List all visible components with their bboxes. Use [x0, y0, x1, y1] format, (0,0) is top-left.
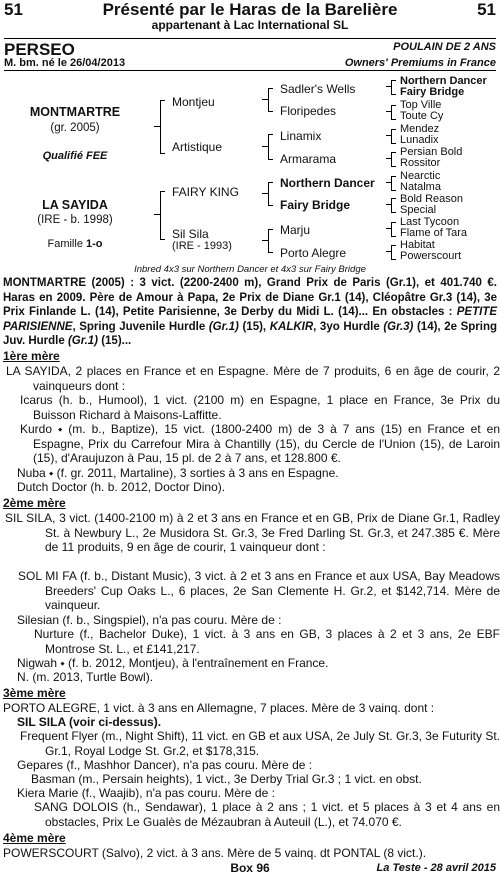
- owner-subtitle: appartenant à Lac International SL: [151, 18, 349, 32]
- box-number: Box 96: [230, 861, 270, 875]
- g4-northern-dancer: Northern Dancer: [400, 75, 487, 87]
- g4-mendez: Mendez: [400, 123, 440, 135]
- g4-powerscourt: Powerscourt: [400, 250, 462, 262]
- produce-kiera-marie: Kiera Marie (f., Waajib), n'a pas couru. Mère de :: [17, 786, 275, 800]
- produce-n-2013: N. (m. 2013, Turtle Bowl).: [17, 670, 154, 684]
- g4-top-ville: Top Ville: [400, 99, 442, 111]
- g4-persian-bold: Persian Bold: [400, 146, 463, 158]
- owners-premiums: Owners' Premiums in France: [344, 57, 496, 69]
- third-dam-porto-alegre: PORTO ALEGRE, 1 vict. à 3 ans en Allemagne, 7 places. Mère de 3 vainq. dont :: [3, 701, 435, 715]
- produce-frequent-flyer: Frequent Flyer (m., Night Shift), 11 vict. en GB et aux USA, 2e July St. Gr.3, 3e Futurity St. Gr.1, Royal Lodge St. Gr.2, et $178,315.: [20, 729, 500, 758]
- g3-armarama: Armarama: [280, 152, 337, 166]
- g4-natalma: Natalma: [400, 181, 441, 193]
- section-second-dam: 2ème mère: [3, 496, 66, 510]
- birth-info: M. bm. né le 26/04/2013: [4, 57, 126, 69]
- horse-name: PERSEO: [4, 40, 75, 59]
- g3-sadlers-wells: Sadler's Wells: [280, 82, 356, 96]
- produce-sang-dolois: SANG DOLOIS (h., Sendawar), 1 place à 2 ans ; 1 vict. et 5 places à 3 et 4 ans en obstacles, Prix Le Gualès de Mézaubran à Auteuil (L.), et 74.070 €.: [34, 800, 500, 829]
- sire-note: Qualifié FEE: [42, 150, 108, 162]
- produce-nuba: Nuba ⬩ (f. gr. 2011, Martaline), 3 sorties à 3 ans en Espagne.: [17, 466, 339, 480]
- g4-special: Special: [400, 204, 437, 216]
- produce-nigwah: Nigwah ⬩ (f. b. 2012, Montjeu), à l'entraînement en France.: [17, 656, 329, 670]
- section-first-dam: 1ère mère: [3, 349, 60, 363]
- g4-toute-cy: Toute Cy: [400, 110, 444, 122]
- dam-info: (IRE - b. 1998): [37, 214, 113, 226]
- g4-nearctic: Nearctic: [400, 170, 441, 182]
- g4-fairy-bridge: Fairy Bridge: [400, 86, 465, 98]
- second-dam-sil-sila: SIL SILA, 3 vict. (1400-2100 m) à 2 et 3 ans en France et en GB, Prix de Diane Gr.1, Radley St. à Newbury L., 2e Musidora St. Gr.3, 3e Fred Darling St. Gr.3, et 247.385 €. Mère de 11 produits, 9 en âge de courir, 1 vainqueur dont :: [5, 511, 500, 554]
- presenter-title: Présenté par le Haras de la Barelière: [102, 0, 398, 19]
- produce-sil-sila-ref: SIL SILA (voir ci-dessus).: [17, 715, 162, 729]
- g3-floripedes: Floripedes: [280, 104, 337, 118]
- g4-habitat: Habitat: [400, 239, 435, 251]
- lot-number-left: 51: [4, 0, 23, 19]
- g3-fairy-bridge: Fairy Bridge: [280, 198, 351, 212]
- inbreeding-note: Inbred 4x3 sur Northern Dancer et 4x3 sur Fairy Bridge: [134, 264, 366, 275]
- sire-record: MONTMARTRE (2005) : 3 vict. (2200-2400 m), Grand Prix de Paris (Gr.1), et 401.740 €. Haras en 2009. Père de Amour à Papa, 2e Prix de Diane Gr.1 (14), Cléopâtre Gr.3 (14), 3e Prix Finlande L. (14), Petite Parisienne, 3e Derby du Midi L. (14)... En obstacles : PETITE PARISIENNE, Spring Juvenile Hurdle (Gr.1) (15), KALKIR, 3yo Hurdle (Gr.3) (14), 2e Spring Juv. Hurdle (Gr.1) (15)...: [3, 277, 497, 347]
- sire-name: MONTMARTRE: [29, 105, 121, 119]
- produce-dutch-doctor: Dutch Doctor (h. b. 2012, Doctor Dino).: [17, 480, 226, 494]
- g4-flame-of-tara: Flame of Tara: [400, 227, 468, 239]
- sire-info: (gr. 2005): [50, 122, 100, 134]
- g2-sil-sila: Sil Sila: [172, 227, 209, 241]
- section-fourth-dam: 4ème mère: [3, 831, 66, 845]
- sale-date: La Teste - 28 avril 2015: [376, 862, 496, 874]
- g3-marju: Marju: [280, 223, 311, 237]
- g2-sil-sila-info: (IRE - 1993): [172, 240, 232, 252]
- fourth-dam-powerscourt: POWERSCOURT (Salvo), 2 vict. à 3 ans. Mère de 5 vainq. dt PONTAL (8 vict.).: [3, 846, 427, 860]
- produce-silesian: Silesian (f. b., Singspiel), n'a pas couru. Mère de :: [17, 613, 282, 627]
- family: Famille 1-o: [47, 238, 103, 250]
- produce-sol-mi-fa: SOL MI FA (f. b., Distant Music), 3 vict. à 2 et 3 ans en France et aux USA, Bay Meadows Breeders' Cup Oaks L., 6 places, 2e San Clemente H. Gr.2, et $142,714. Mère de vainqueur.: [18, 569, 500, 612]
- g3-linamix: Linamix: [280, 129, 322, 143]
- g4-bold-reason: Bold Reason: [400, 193, 463, 205]
- produce-kurdo: Kurdo ⬩ (m. b., Baptize), 15 vict. (1800-2400 m) de 3 à 7 ans (15) en France et en Espagne, Prix du Carrefour Mira à Chantilly (15), du Cercle de l'Union (15), de Laroin (15), d'Araujuzon à Pau, 15 pl. de 2 à 7 ans, et 128.800 €.: [20, 422, 500, 465]
- g2-fairy-king: FAIRY KING: [172, 185, 239, 199]
- g4-rossitor: Rossitor: [400, 157, 441, 169]
- produce-basman: Basman (m., Persain heights), 1 vict., 3e Derby Trial Gr.3 ; 1 vict. en obst.: [31, 772, 422, 786]
- produce-icarus: Icarus (h. b., Humool), 1 vict. (2100 m) en Espagne, 1 place en France, 3e Prix du Buisson Richard à Maisons-Laffitte.: [20, 393, 500, 422]
- dam-name: LA SAYIDA: [42, 198, 108, 212]
- g2-montjeu: Montjeu: [172, 95, 215, 109]
- first-dam-intro: LA SAYIDA, 2 places en France et en Espagne. Mère de 7 produits, 6 en âge de courir, 2 vainqueurs dont :: [6, 364, 500, 393]
- section-third-dam: 3ème mère: [3, 686, 66, 700]
- g2-artistique: Artistique: [172, 140, 223, 154]
- g3-northern-dancer: Northern Dancer: [280, 176, 375, 190]
- g4-last-tycoon: Last Tycoon: [400, 216, 460, 228]
- produce-nurture: Nurture (f., Bachelor Duke), 1 vict. à 3 ans en GB, 3 places à 2 et 3 ans, 2e EBF Montrose St. L., et £141,217.: [34, 627, 500, 656]
- lot-number-right: 51: [477, 0, 496, 19]
- produce-gepares: Gepares (f., Mashhor Dancer), n'a pas couru. Mère de :: [17, 758, 313, 772]
- horse-type: POULAIN DE 2 ANS: [393, 41, 496, 53]
- g4-lunadix: Lunadix: [400, 134, 439, 146]
- g3-porto-alegre: Porto Alegre: [280, 246, 347, 260]
